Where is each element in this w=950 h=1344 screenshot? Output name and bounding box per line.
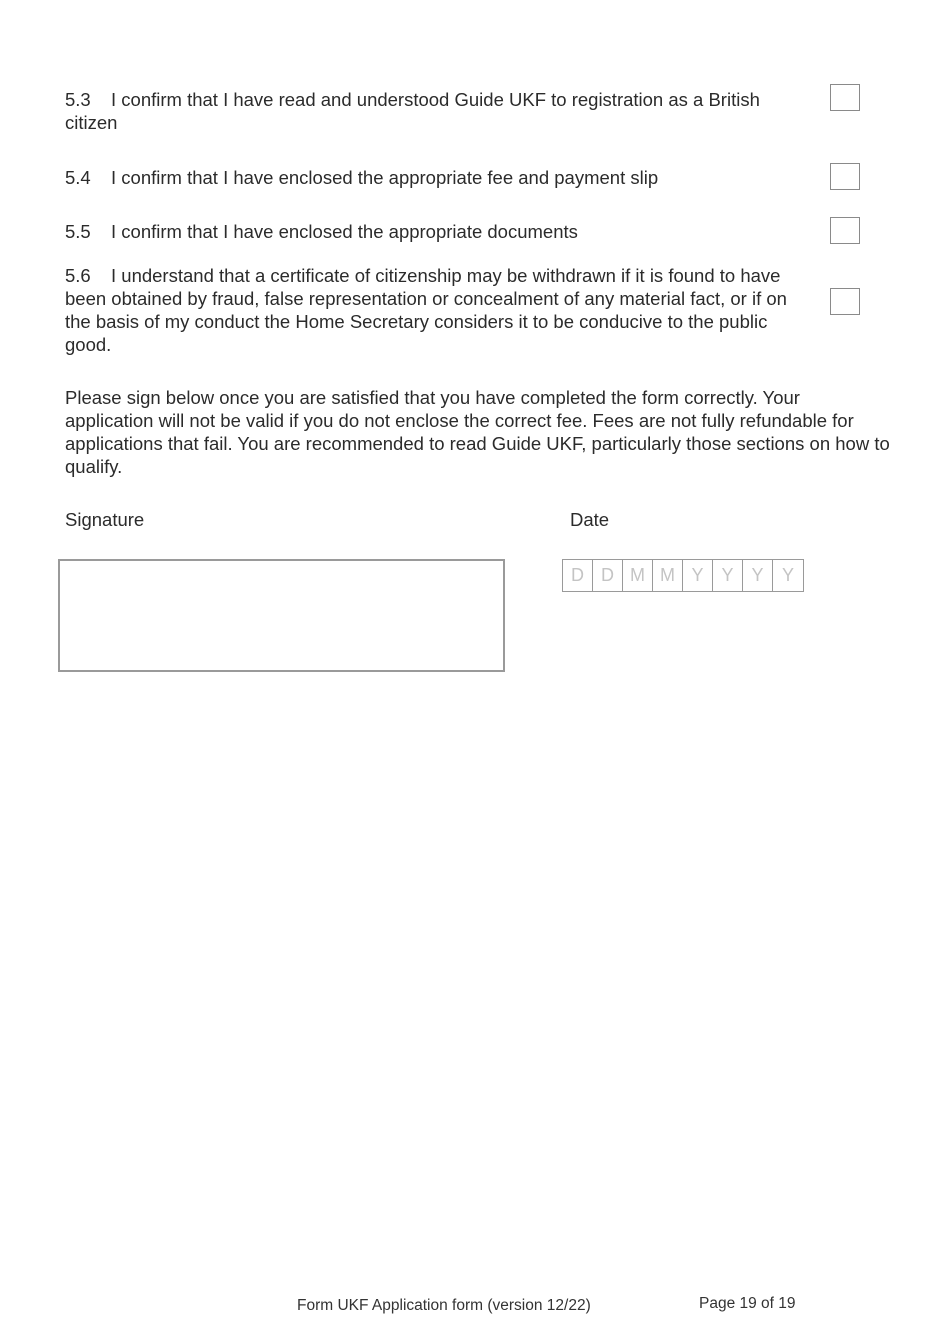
declaration-text: I confirm that I have read and understood Guide UKF to registration as a British citizen (65, 89, 760, 133)
date-year-digit-2[interactable]: Y (713, 560, 743, 591)
date-day-digit-2[interactable]: D (593, 560, 623, 591)
date-field (562, 559, 804, 592)
declaration-number: 5.3 (65, 89, 91, 110)
footer-form-name: Form UKF Application form (version 12/22) (297, 1297, 591, 1314)
date-month-digit-2[interactable]: M (653, 560, 683, 591)
declaration-5-5-checkbox[interactable] (830, 217, 860, 244)
declaration-number: 5.6 (65, 265, 91, 286)
date-month-digit-1[interactable]: M (623, 560, 653, 591)
declaration-text: I confirm that I have enclosed the appropriate fee and payment slip (111, 167, 659, 188)
declaration-5-6-checkbox[interactable] (830, 288, 860, 315)
footer-page-number: Page 19 of 19 (699, 1295, 796, 1312)
date-year-digit-1[interactable]: Y (683, 560, 713, 591)
signing-instructions: Please sign below once you are satisfied that you have completed the form correctly. Your application will not be valid if you do not enclose the correct fee. Fees are not fully refundable for applications that fail. You are recommended to read Guide UKF, particularly those sections on how to qualify. (65, 387, 890, 477)
date-day-digit-1[interactable]: D (563, 560, 593, 591)
declaration-number: 5.5 (65, 221, 91, 242)
declaration-5-3-checkbox[interactable] (830, 84, 860, 111)
date-label: Date (570, 509, 610, 530)
declaration-5-6 (65, 264, 815, 356)
signature-label: Signature (65, 509, 145, 530)
declaration-5-4 (65, 166, 815, 189)
declaration-text: I understand that a certificate of citizenship may be withdrawn if it is found to have been obtained by fraud, false representation or concealment of any material fact, or if on the basis of my conduct the Home Secretary considers it to be conducive to the public good. (65, 265, 787, 355)
date-year-digit-4[interactable]: Y (781, 565, 794, 585)
declaration-5-4-checkbox[interactable] (830, 163, 860, 190)
declaration-number: 5.4 (65, 167, 91, 188)
declaration-5-3 (65, 88, 815, 134)
declaration-text: I confirm that I have enclosed the appropriate documents (111, 221, 578, 242)
date-year-digit-3[interactable]: Y (743, 560, 773, 591)
declaration-5-5 (65, 220, 815, 243)
signature-box[interactable] (58, 559, 505, 672)
